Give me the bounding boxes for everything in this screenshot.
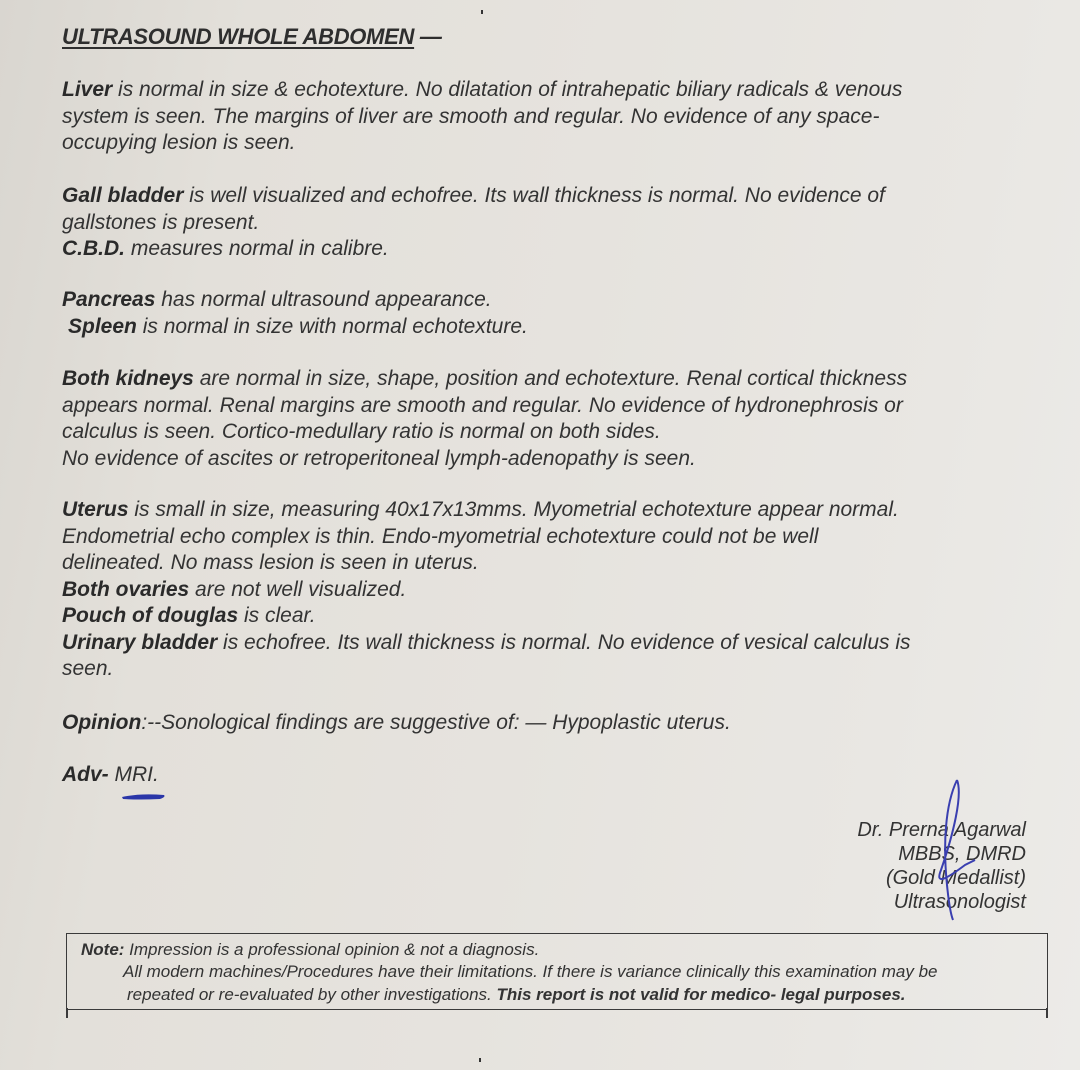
bladder-finding: Urinary bladder is echofree. Its wall thickness is normal. No evidence of vesical calculus is	[62, 630, 911, 654]
doctor-name: Dr. Prerna Agarwal	[857, 819, 1026, 841]
uterus-finding: Uterus is small in size, measuring 40x17x13mms. Myometrial echotexture appear normal. Endometrial echo complex is thin. Endo-myometrial echotexture could not be well delineated. No mass lesion is seen in uterus. Both ovaries are not well visualized. Pouch of douglas is clear. Urinary bladder is echofree. Its wall thickness is normal. No evidence of vesical calculus is seen.	[62, 497, 1022, 683]
doctor-degrees: MBBS, DMRD	[898, 843, 1026, 865]
ovaries-finding: Both ovaries are not well visualized.	[62, 577, 407, 601]
report-title: ULTRASOUND WHOLE ABDOMEN —	[62, 24, 442, 49]
cbd-finding: C.B.D. measures normal in calibre.	[62, 237, 389, 260]
disclaimer-box: Note: Impression is a professional opinion & not a diagnosis. All modern machines/Procedures have their limitations. If there is variance clinically this examination may be repeated or re-evaluated by other investigations. This report is not valid for medico- legal purposes.	[66, 933, 1048, 1010]
opinion: Opinion:--Sonological findings are suggestive of: — Hypoplastic uterus.	[62, 711, 731, 734]
paper-speck	[481, 10, 483, 14]
advice: Adv- MRI.	[62, 763, 159, 786]
kidneys-finding: Both kidneys are normal in size, shape, position and echotexture. Renal cortical thickness appears normal. Renal margins are smooth and regular. No evidence of hydronephrosis or calculus is seen. Cortico-medullary ratio is normal on both sides. No evidence of ascites or retroperitoneal lymph-adenopathy is seen.	[62, 367, 908, 470]
doctor-role: Ultrasonologist	[893, 891, 1026, 913]
paper-speck	[479, 1058, 481, 1062]
doctor-honor: (Gold Medallist)	[885, 867, 1026, 889]
pouch-finding: Pouch of douglas is clear.	[62, 604, 316, 627]
box-edge	[66, 1008, 68, 1018]
liver-label: Liver	[62, 78, 113, 101]
liver-finding: Liver is normal in size & echotexture. No dilatation of intrahepatic biliary radicals & venous system is seen. The margins of liver are smooth and regular. No evidence of any space- occupying lesion is seen.	[62, 78, 903, 154]
spleen-finding: Spleen is normal in size with normal echotexture.	[68, 314, 528, 338]
note-label: Note:	[81, 940, 125, 959]
pancreas-finding: Pancreas has normal ultrasound appearance.	[62, 288, 492, 311]
pen-underline-mark	[120, 790, 170, 804]
gall-bladder-label: Gall bladder	[62, 184, 184, 207]
handwritten-signature	[905, 775, 985, 925]
pancreas-spleen-finding	[62, 287, 1022, 340]
gall-bladder-finding: Gall bladder is well visualized and echofree. Its wall thickness is normal. No evidence of gallstones is present. C.B.D. measures normal in calibre.	[62, 183, 1022, 263]
box-edge	[1046, 1008, 1048, 1018]
